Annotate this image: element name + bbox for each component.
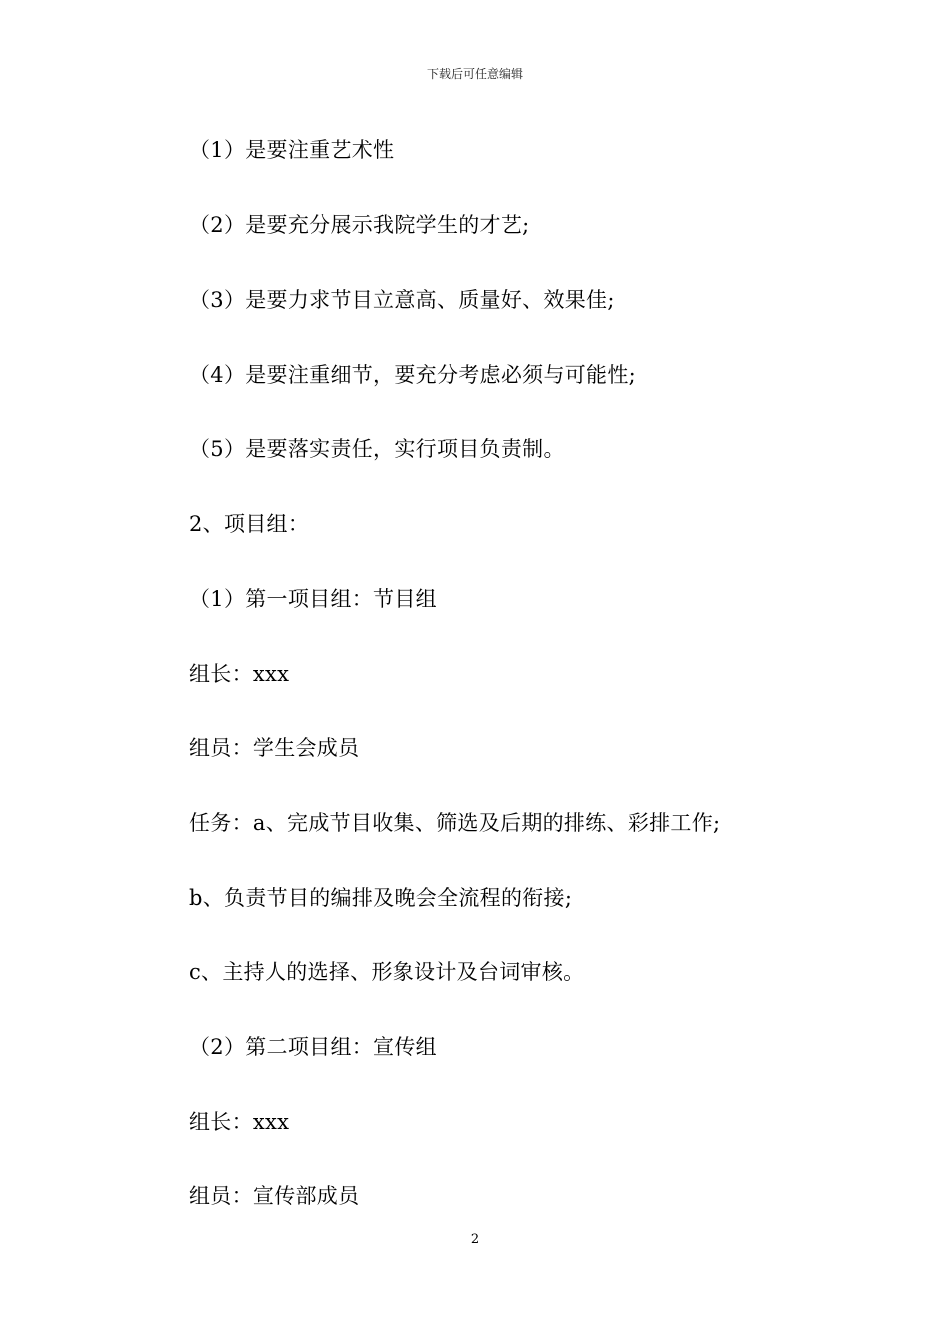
list-item: （1）是要注重艺术性 bbox=[189, 138, 395, 162]
list-item: （3）是要力求节目立意高、质量好、效果佳; bbox=[189, 288, 615, 312]
paragraph: b、负责节目的编排及晚会全流程的衔接; bbox=[189, 886, 573, 910]
paragraph: 组长：xxx bbox=[189, 662, 290, 686]
list-item: （4）是要注重细节，要充分考虑必须与可能性; bbox=[189, 363, 637, 387]
paragraph: 任务：a、完成节目收集、筛选及后期的排练、彩排工作; bbox=[189, 811, 721, 835]
list-item: （5）是要落实责任，实行项目负责制。 bbox=[189, 437, 565, 461]
section-heading: 2、项目组： bbox=[189, 512, 310, 536]
list-item: （2）第二项目组：宣传组 bbox=[189, 1035, 437, 1059]
page-number: 2 bbox=[470, 1232, 480, 1247]
list-item: （1）第一项目组：节目组 bbox=[189, 587, 437, 611]
paragraph: 组长：xxx bbox=[189, 1110, 290, 1134]
paragraph: c、主持人的选择、形象设计及台词审核。 bbox=[189, 960, 585, 984]
list-item: （2）是要充分展示我院学生的才艺; bbox=[189, 213, 530, 237]
paragraph: 组员：宣传部成员 bbox=[189, 1184, 360, 1208]
paragraph: 组员：学生会成员 bbox=[189, 736, 360, 760]
page-header: 下载后可任意编辑 bbox=[426, 67, 523, 81]
